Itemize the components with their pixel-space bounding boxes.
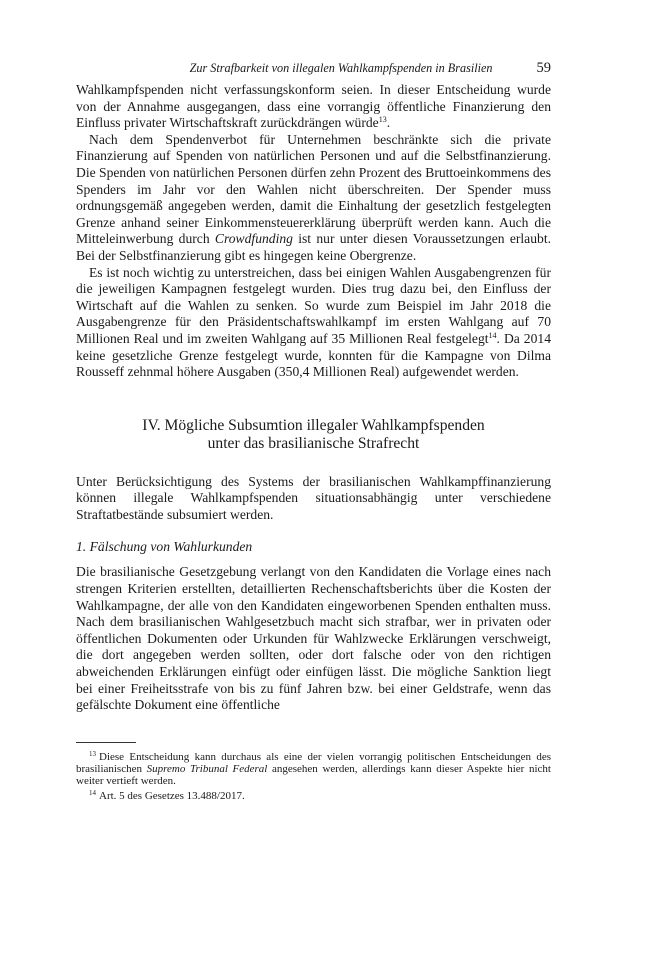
subsection-heading: 1. Fälschung von Wahlurkunden	[76, 539, 253, 555]
footnote-divider	[76, 742, 136, 743]
subsection-paragraph: Die brasilianische Gesetzgebung verlangt von den Kandidaten die Vorlage eines nach strengen Kriterien erstellten, detaillierten Rechenschaftsberichts über die Kosten der Wahlkampagne, der alle von den Kandidaten eingeworbenen Spenden enthalten muss. Nach dem brasilianischen Wahlgesetzbuch macht sich strafbar, wer in privaten oder öffentlichen Dokumenten oder Urkunden für Wahlzwecke Erklärungen verschweigt, die dort angegeben werden sollten, oder dort falsche oder von den richtigen abweichenden Erklärungen einfügt oder einfügen lässt. Die mögliche Sanktion liegt bei einer Freiheitsstrafe von bis zu fünf Jahren bzw. bei einer Geldstrafe, wenn das gefälschte Dokument eine öffentliche	[76, 564, 551, 713]
paragraph-1-text: Wahlkampfspenden nicht verfassungskonform seien. In dieser Entscheidung wurde von der Annahme ausgegangen, dass eine vorrangig öffentliche Finanzierung den Einfluss privater Wirtschaftskraft zurückdrängen würde	[76, 82, 551, 131]
footnotes	[76, 748, 551, 803]
paragraph-2-text-a: Nach dem Spendenverbot für Unternehmen beschränkte sich die private Finanzierung auf Spenden von natürlichen Personen und auf die Selbstfinanzierung. Die Spenden von natürlichen Personen dürfen zehn Prozent des Bruttoeinkommens des Spenders im Jahr vor den Wahlen nicht überschreiten. Der Spender muss ordnungsgemäß angegeben werden, damit die Einhaltung der gesetzlich festgelegten Grenze anhand seiner Einkommensteuererklärung überprüft werden kann. Auch die Mitteleinwerbung durch	[76, 131, 551, 247]
crowdfunding-term: Crowdfunding	[214, 231, 293, 247]
section-title-line-1: IV. Mögliche Subsumtion illegaler Wahlkampfspenden	[142, 416, 485, 434]
paragraph-1	[76, 82, 551, 132]
page-number: 59	[536, 60, 551, 76]
paragraph-2	[76, 132, 551, 265]
section-title-line-2: unter das brasilianische Strafrecht	[207, 435, 420, 453]
footnote-14-mark: 14	[89, 789, 96, 798]
paragraph-2-text-b: ist nur unter diesen Voraussetzungen erlaubt. Bei der Selbstfinanzierung gibt es hingegen keine Obergrenze.	[76, 231, 551, 263]
footnote-ref-14[interactable]: 14	[488, 330, 497, 340]
footnote-13	[76, 748, 551, 788]
footnote-13-text-a: Diese Entscheidung kann durchaus als eine der vielen vorrangig politischen Entscheidungen des brasilianischen	[76, 750, 551, 776]
book-page	[76, 60, 551, 803]
paragraph-1-end: .	[386, 115, 391, 131]
footnote-13-court-name: Supremo Tribunal Federal	[146, 763, 268, 776]
paragraph-3-text-b: . Da 2014 keine gesetzliche Grenze festgelegt wurde, konnten für die Kampagne von Dilma Rousseff zehnmal höhere Ausgaben (350,4 Millionen Real) aufgewendet werden.	[76, 330, 551, 380]
section-intro: Unter Berücksichtigung des Systems der brasilianischen Wahlkampffinanzierung können illegale Wahlkampfspenden situationsabhängig unter verschiedene Straftatbestände subsumiert werden.	[76, 473, 551, 522]
body-text	[76, 82, 551, 714]
paragraph-3-text-a: Es ist noch wichtig zu unterstreichen, dass bei einigen Wahlen Ausgabengrenzen für die jeweiligen Kampagnen festgelegt wurden. Dies trug dazu bei, den Einfluss der Wirtschaft auf die Wahlen zu senken. So wurde zum Beispiel im Jahr 2018 die Ausgabengrenze für den Präsidentschaftswahlkampf im ersten Wahlgang auf 70 Millionen Real und im zweiten Wahlgang auf 35 Millionen Real festgelegt	[76, 264, 551, 346]
footnote-ref-13[interactable]: 13	[378, 115, 387, 125]
footnote-14	[76, 787, 551, 802]
running-title: Zur Strafbarkeit von illegalen Wahlkampfspenden in Brasilien	[189, 61, 493, 75]
section-heading	[76, 417, 551, 454]
paragraph-3	[76, 265, 551, 381]
footnote-13-text-b: angesehen werden, allerdings kann dieser Aspekte hier nicht weiter vertieft werden.	[76, 763, 551, 788]
running-header	[76, 60, 551, 82]
footnote-13-mark: 13	[89, 749, 96, 758]
footnote-14-text: Art. 5 des Gesetzes 13.488/2017.	[99, 790, 245, 803]
